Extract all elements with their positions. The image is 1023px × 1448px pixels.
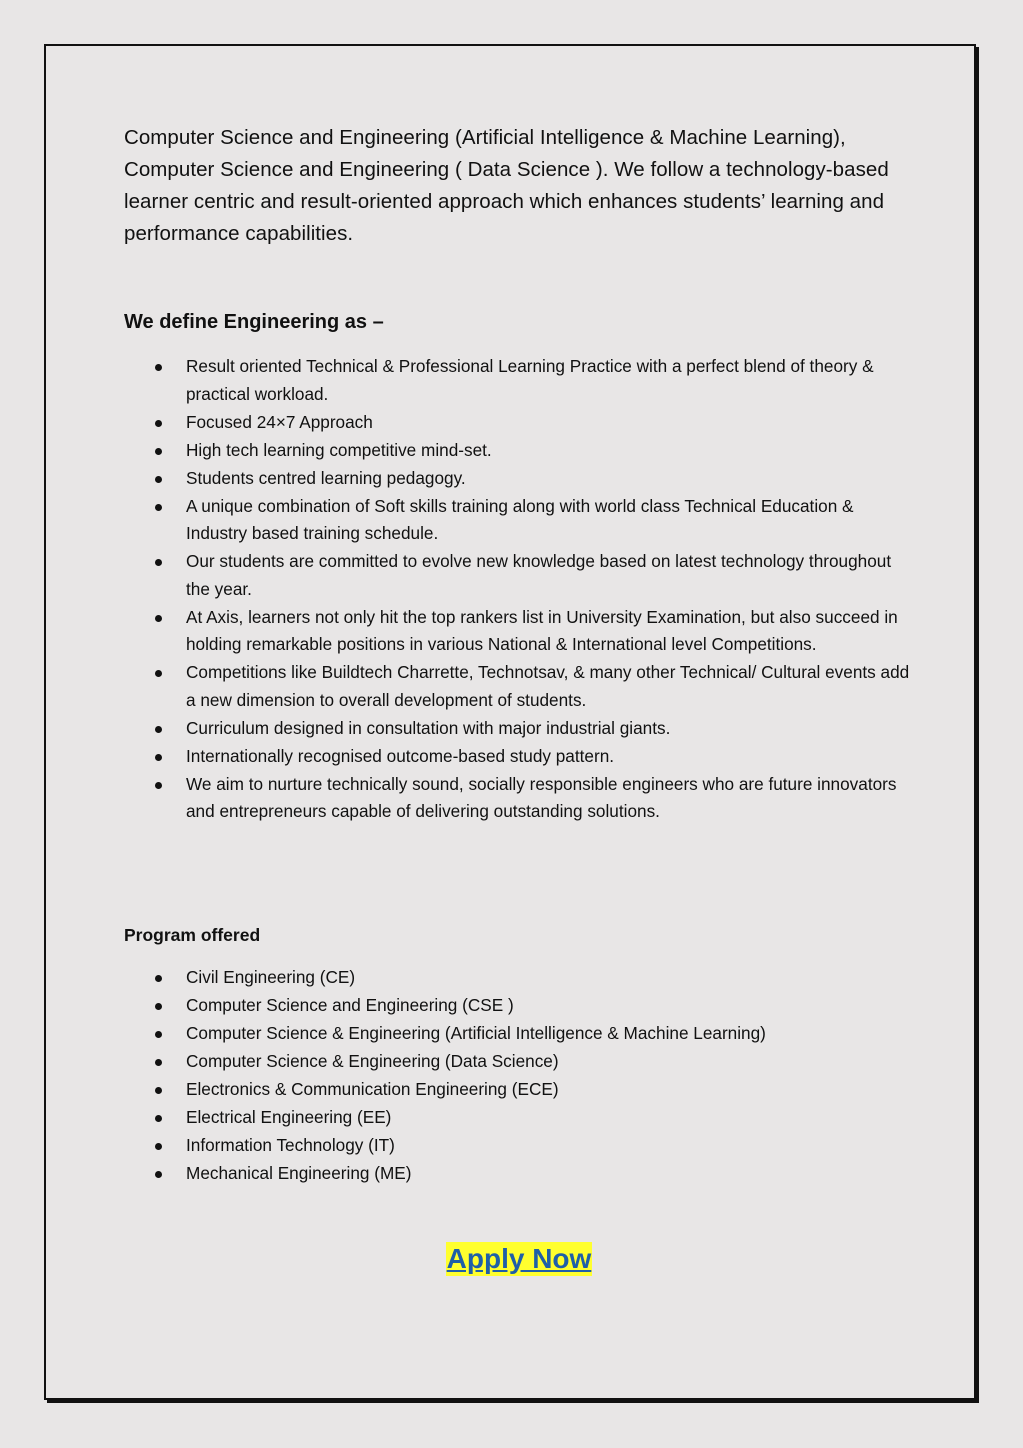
document-content — [124, 122, 914, 1276]
intro-paragraph: Computer Science and Engineering (Artificial Intelligence & Machine Learning), Computer Science and Engineering ( Data Science ). We follow a technology-based learner centric and result-oriented approach which enhances students’ learning and performance capabilities. — [124, 126, 889, 245]
program-name: Civil Engineering (CE) — [186, 966, 356, 987]
list-item — [124, 659, 914, 714]
apply-now-link[interactable]: Apply Now — [446, 1243, 592, 1274]
bullet-icon — [155, 1115, 162, 1122]
program-name: Computer Science and Engineering (CSE ) — [186, 994, 514, 1015]
list-item — [124, 409, 914, 437]
program-name: Computer Science & Engineering (Artificial Intelligence & Machine Learning) — [186, 1022, 766, 1043]
list-item — [124, 437, 914, 465]
bullet-icon — [155, 1171, 162, 1178]
program-name: Information Technology (IT) — [186, 1134, 395, 1155]
list-item — [124, 465, 914, 493]
bullet-icon — [155, 1087, 162, 1094]
list-item — [124, 992, 914, 1020]
bullet-icon — [155, 670, 162, 677]
bullet-icon — [155, 726, 162, 733]
programs-list — [124, 964, 914, 1188]
bullet-icon — [155, 364, 162, 371]
list-item-text: Internationally recognised outcome-based study pattern. — [186, 745, 615, 766]
list-item — [124, 1020, 914, 1048]
list-item-text: At Axis, learners not only hit the top rankers list in University Examination, but also succeed in holding remarkable positions in various National & International level Competitions. — [186, 606, 898, 654]
define-engineering-heading: We define Engineering as – — [124, 311, 384, 333]
list-item — [124, 604, 914, 659]
list-item — [124, 771, 914, 826]
list-item-text: Curriculum designed in consultation with major industrial giants. — [186, 717, 671, 738]
list-item — [124, 1048, 914, 1076]
bullet-icon — [155, 420, 162, 427]
bullet-icon — [155, 1031, 162, 1038]
programs-heading: Program offered — [124, 924, 261, 945]
list-item — [124, 353, 914, 408]
list-item-text: We aim to nurture technically sound, socially responsible engineers who are future innovators and entrepreneurs capable of delivering outstanding solutions. — [186, 773, 897, 821]
list-item — [124, 1076, 914, 1104]
bullet-icon — [155, 615, 162, 622]
bullet-icon — [155, 975, 162, 982]
list-item-text: Students centred learning pedagogy. — [186, 467, 466, 488]
bullet-icon — [155, 1059, 162, 1066]
program-name: Mechanical Engineering (ME) — [186, 1162, 412, 1183]
list-item — [124, 964, 914, 992]
bullet-icon — [155, 1143, 162, 1150]
define-engineering-list — [124, 353, 914, 826]
list-item — [124, 1104, 914, 1132]
list-item — [124, 548, 914, 603]
apply-section — [124, 1242, 914, 1276]
list-item — [124, 715, 914, 743]
list-item — [124, 1160, 914, 1188]
program-name: Electrical Engineering (EE) — [186, 1106, 392, 1127]
list-item-text: Focused 24×7 Approach — [186, 411, 373, 432]
list-item-text: Result oriented Technical & Professional Learning Practice with a perfect blend of theory & practical workload. — [186, 356, 874, 404]
bullet-icon — [155, 782, 162, 789]
list-item — [124, 1132, 914, 1160]
bullet-icon — [155, 476, 162, 483]
program-name: Electronics & Communication Engineering (ECE) — [186, 1078, 559, 1099]
list-item-text: Competitions like Buildtech Charrette, Technotsav, & many other Technical/ Cultural events add a new dimension to overall development of students. — [186, 662, 910, 710]
list-item-text: A unique combination of Soft skills training along with world class Technical Education & Industry based training schedule. — [186, 495, 854, 543]
bullet-icon — [155, 754, 162, 761]
bullet-icon — [155, 559, 162, 566]
bullet-icon — [155, 1003, 162, 1010]
bullet-icon — [155, 504, 162, 511]
list-item — [124, 743, 914, 771]
list-item-text: High tech learning competitive mind-set. — [186, 439, 492, 460]
program-name: Computer Science & Engineering (Data Science) — [186, 1050, 559, 1071]
list-item — [124, 493, 914, 548]
bullet-icon — [155, 448, 162, 455]
list-item-text: Our students are committed to evolve new knowledge based on latest technology throughout the year. — [186, 551, 892, 599]
